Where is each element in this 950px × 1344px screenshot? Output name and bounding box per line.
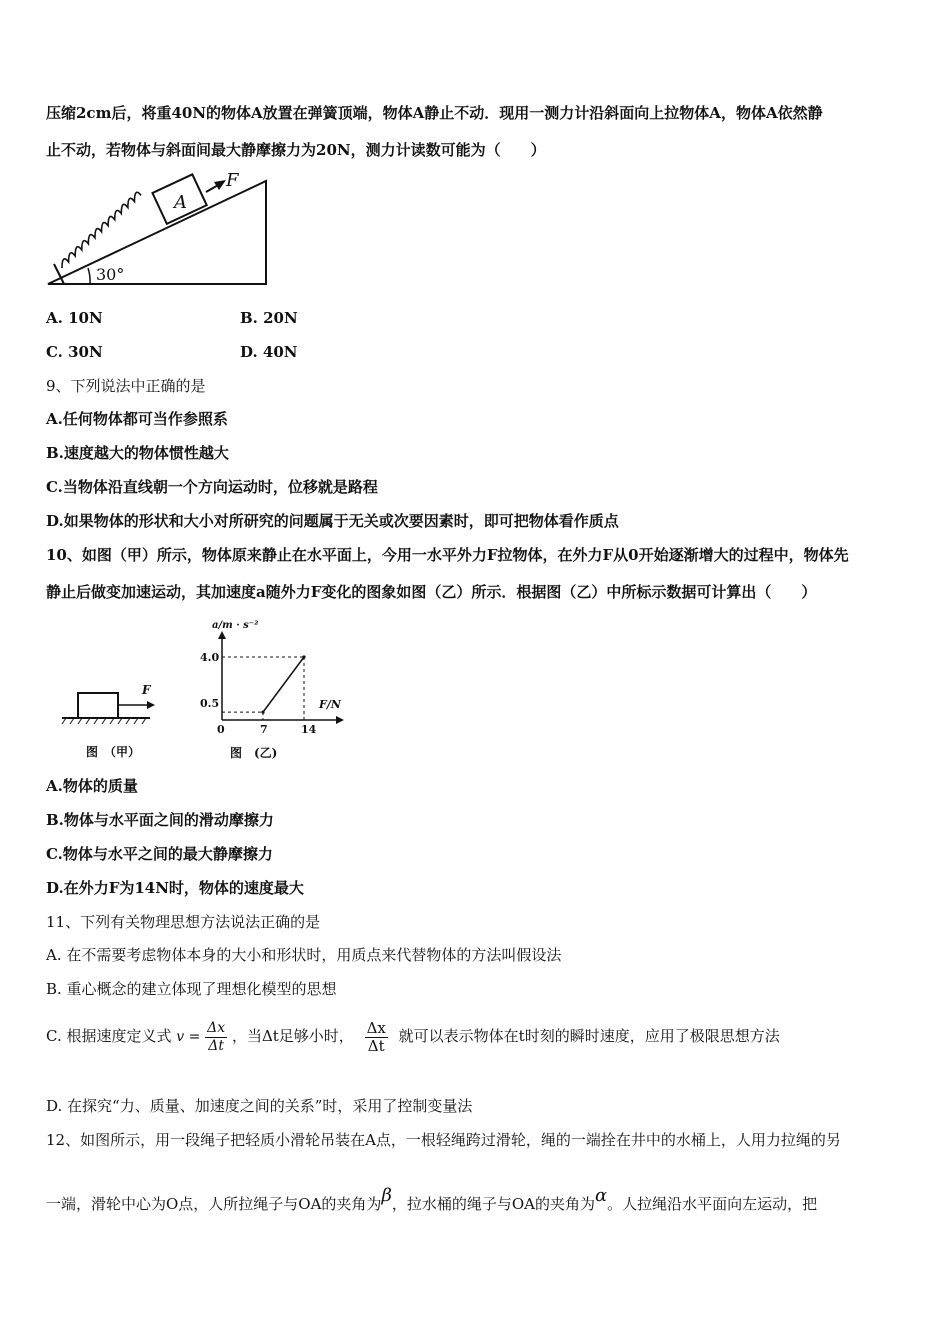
block-a-label: A	[174, 192, 187, 213]
q8-stem-line2: 止不动，若物体与斜面间最大静摩擦力为20N，测力计读数可能为（ ）	[46, 141, 546, 159]
fig-yi	[196, 615, 366, 765]
q11-c-suffix: 就可以表示物体在t时刻的瞬时速度，应用了极限思想方法	[398, 1027, 780, 1045]
q10-option-c: C.物体与水平之间的最大静摩擦力	[46, 845, 273, 863]
force-label: F	[142, 683, 151, 697]
x-axis-arrowhead	[336, 716, 344, 724]
q11-option-a: A. 在不需要考虑物体本身的大小和形状时，用质点来代替物体的方法叫假设法	[46, 946, 562, 964]
q8-option-d: D. 40N	[240, 343, 298, 361]
alpha-symbol: α	[594, 1185, 608, 1206]
q10-option-a: A.物体的质量	[46, 777, 138, 795]
velocity-lhs: v =	[176, 1029, 201, 1045]
q12-line2-a: 一端，滑轮中心为O点，人所拉绳子与OA的夹角为	[46, 1195, 382, 1213]
x-axis-label: F/N	[319, 698, 341, 711]
data-point-end	[302, 655, 305, 658]
force-arrowhead	[214, 180, 226, 190]
q11-option-b: B. 重心概念的建立体现了理想化模型的思想	[46, 980, 337, 998]
origin-label: 0	[217, 723, 225, 736]
q12-line2-b: ，拉水桶的绳子与OA的夹角为	[391, 1195, 595, 1213]
fraction-denominator-2: Δt	[367, 1036, 385, 1055]
q8-option-a: A. 10N	[46, 309, 103, 327]
fraction-dx-dt	[205, 1020, 227, 1055]
q8-option-b: B. 20N	[240, 309, 298, 327]
q8-stem-line1: 压缩2cm后，将重40N的物体A放置在弹簧顶端，物体A静止不动．现用一测力计沿斜面向上拉物体A，物体A依然静	[46, 104, 823, 122]
incline-figure	[40, 168, 275, 290]
fraction-denominator: Δt	[208, 1037, 225, 1054]
q12-stem-line1: 12、如图所示，用一段绳子把轻质小滑轮吊装在A点，一根轻绳跨过滑轮，绳的一端拴在井中的水桶上，人用力拉绳的另	[46, 1131, 841, 1149]
fraction-numerator: Δx	[207, 1019, 226, 1036]
q11-option-c	[46, 1018, 780, 1055]
q10-stem-line2: 静止后做变加速运动，其加速度a随外力F变化的图象如图（乙）所示．根据图（乙）中所标示数据可计算出（ ）	[46, 583, 817, 601]
q10-option-d: D.在外力F为14N时，物体的速度最大	[46, 879, 304, 897]
fraction-numerator-2: Δx	[366, 1018, 386, 1037]
q11-c-prefix: C. 根据速度定义式	[46, 1027, 172, 1045]
q11-stem: 11、下列有关物理思想方法说法正确的是	[46, 913, 321, 931]
y-axis-label: a/m · s⁻²	[212, 620, 259, 631]
angle-label: 30°	[96, 265, 125, 284]
q9-option-c: C.当物体沿直线朝一个方向运动时，位移就是路程	[46, 478, 378, 496]
y-tick-label-0-5: 0.5	[200, 697, 220, 710]
block	[78, 693, 118, 718]
spring-icon	[48, 191, 155, 268]
x-tick-label-7: 7	[260, 723, 268, 736]
q10-option-b: B.物体与水平面之间的滑动摩擦力	[46, 811, 274, 829]
q8-option-c: C. 30N	[46, 343, 103, 361]
q11-c-mid: ，当Δt足够小时，	[231, 1027, 354, 1045]
force-label: F	[226, 170, 239, 191]
fig-jia	[58, 680, 168, 762]
q9-option-a: A.任何物体都可当作参照系	[46, 410, 228, 428]
q9-option-b: B.速度越大的物体惯性越大	[46, 444, 229, 462]
fraction-dx-dt-2	[365, 1020, 388, 1055]
beta-symbol: β	[381, 1185, 392, 1206]
q10-stem-line1: 10、如图（甲）所示，物体原来静止在水平面上，今用一水平外力F拉物体，在外力F从0开始逐渐增大的过程中，物体先	[46, 546, 849, 564]
caption-jia: 图 （甲）	[86, 745, 141, 759]
q12-stem-line2	[46, 1186, 817, 1214]
y-tick-label-4: 4.0	[200, 651, 220, 664]
force-arrowhead	[147, 701, 155, 709]
data-point-start	[261, 711, 264, 714]
x-tick-label-14: 14	[301, 723, 317, 736]
data-line-series	[263, 657, 304, 712]
y-axis-arrowhead	[218, 631, 226, 639]
q9-stem: 9、下列说法中正确的是	[46, 377, 206, 395]
q12-line2-c: 。人拉绳沿水平面向左运动，把	[607, 1195, 818, 1213]
q11-option-d: D. 在探究“力、质量、加速度之间的关系”时，采用了控制变量法	[46, 1097, 473, 1115]
angle-arc	[88, 268, 90, 284]
q9-option-d: D.如果物体的形状和大小对所研究的问题属于无关或次要因素时，即可把物体看作质点	[46, 512, 619, 530]
plot-layer	[222, 655, 306, 720]
caption-yi: 图 (乙)	[230, 746, 278, 760]
